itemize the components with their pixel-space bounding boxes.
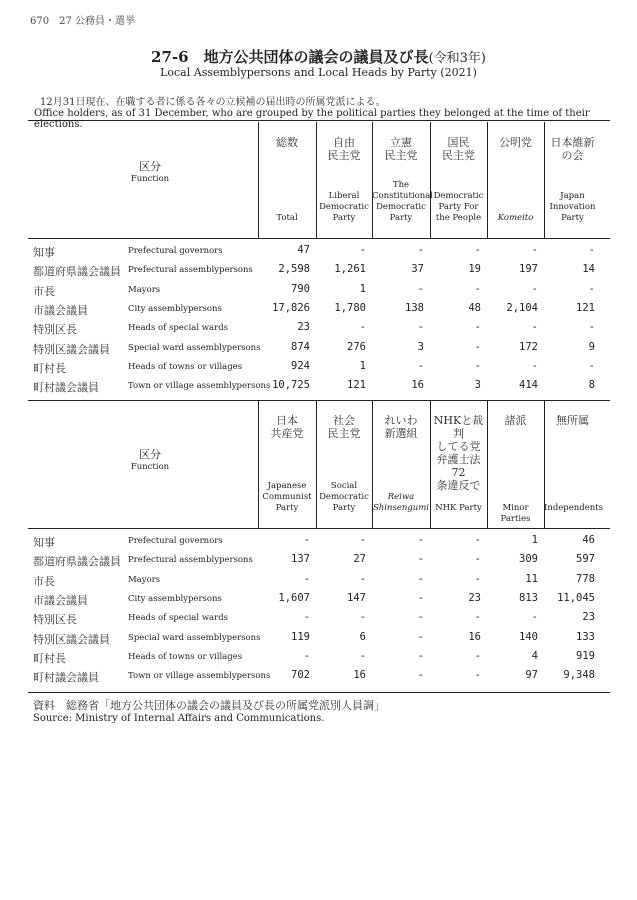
column-header-en: Reiwa Shinsengumi: [372, 492, 430, 513]
table-row: [0, 609, 637, 628]
column-header-jp: れいわ 新選組: [384, 414, 418, 440]
row-label-jp: 特別区長: [33, 323, 77, 337]
column-header-jp: 日本維新 の会: [550, 136, 595, 162]
column-header-en: Japanese Communist Party: [262, 481, 312, 513]
table-cell: 1: [531, 534, 538, 546]
table-cell: 121: [347, 379, 366, 392]
table-cell: 1: [359, 359, 366, 372]
column-header-function: [70, 446, 230, 472]
function-label-en: Function: [130, 174, 170, 184]
table-cell: -: [359, 321, 366, 334]
table-cell: -: [474, 340, 481, 353]
column-header: [487, 136, 544, 149]
column-header-english: [316, 481, 372, 514]
table-cell: 2,598: [278, 263, 310, 276]
header-bottom-rule: [28, 238, 610, 239]
column-header-jp: 諸派: [504, 414, 527, 427]
table-cell: -: [531, 321, 538, 334]
column-header: [258, 414, 316, 440]
row-label-en: Prefectural assemblypersons: [128, 265, 253, 276]
column-header-english: [372, 492, 430, 514]
column-header-jp: 社会 民主党: [327, 414, 361, 440]
table-cell: 16: [353, 669, 366, 682]
column-header-en: Japan Innovation Party: [549, 191, 596, 223]
table-cell: 4: [531, 649, 538, 662]
table-row: [0, 667, 637, 686]
table-cell: 9: [588, 340, 595, 353]
table-cell: 48: [468, 301, 481, 314]
row-label-en: Prefectural governors: [128, 536, 223, 546]
row-label-en: City assemblypersons: [128, 593, 222, 604]
column-header-jp: 立憲 民主党: [384, 136, 418, 162]
row-label-jp: 知事: [33, 536, 55, 549]
table-cell: -: [303, 649, 310, 662]
table-cell: -: [417, 553, 424, 566]
table-cell: 778: [576, 572, 595, 585]
column-header: [430, 414, 487, 492]
table-cell: -: [588, 282, 595, 295]
table-cell: 276: [347, 340, 366, 353]
column-header-en: Independents: [544, 503, 603, 513]
column-header-english: [487, 503, 544, 525]
table-cell: 813: [519, 591, 538, 604]
page-title-english: Local Assemblypersons and Local Heads by Party (2021): [160, 66, 477, 79]
table-cell: 919: [576, 649, 595, 662]
column-header: [544, 414, 601, 427]
column-header-jp: 日本 共産党: [270, 414, 304, 440]
row-label-en: City assemblypersons: [128, 303, 222, 314]
row-label-en: Mayors: [128, 574, 161, 585]
table-cell: 414: [519, 379, 538, 392]
table-cell: 702: [291, 669, 310, 682]
column-header-jp: 公明党: [499, 136, 532, 149]
table-cell: 597: [576, 553, 595, 566]
table-cell: 8: [588, 379, 595, 392]
table-row: [0, 319, 637, 338]
row-label-en: Special ward assemblypersons: [128, 632, 261, 643]
table-cell: -: [417, 572, 424, 585]
column-header: [487, 414, 544, 427]
table-cell: 16: [468, 630, 481, 643]
column-header-jp: 無所属: [556, 414, 589, 427]
table-cell: -: [474, 553, 481, 566]
table-cell: -: [531, 611, 538, 624]
table-cell: 37: [411, 263, 424, 276]
row-label-jp: 市長: [33, 574, 55, 588]
note-english: Office holders, as of 31 December, who are grouped by the political parties they belonged at the time of their elections.: [34, 108, 590, 130]
function-label-jp: 区分: [139, 160, 161, 173]
table-cell: 874: [291, 340, 310, 353]
column-header-en: Komeito: [497, 213, 534, 223]
column-header: [372, 414, 430, 440]
column-header: [544, 136, 601, 162]
column-header: [372, 136, 430, 162]
column-header-en: Total: [276, 213, 298, 223]
table-cell: -: [303, 611, 310, 624]
column-header-english: [430, 191, 487, 224]
table-cell: 924: [291, 359, 310, 372]
table-cell: 1,261: [334, 263, 366, 276]
column-header: [316, 414, 372, 440]
table-cell: 11: [525, 572, 538, 585]
page-header: 670 27 公務員・選挙: [30, 16, 135, 27]
table-cell: -: [303, 572, 310, 585]
column-header-english: [430, 503, 487, 514]
table-row: [0, 261, 637, 280]
table-cell: -: [531, 282, 538, 295]
table-cell: -: [417, 244, 424, 256]
function-label-en: Function: [130, 462, 170, 472]
table-row: [0, 551, 637, 570]
row-label-en: Prefectural assemblypersons: [128, 555, 253, 566]
table-cell: 27: [353, 553, 366, 566]
table-cell: 2,104: [506, 301, 538, 314]
function-label-jp: 区分: [139, 448, 161, 461]
table-cell: -: [474, 359, 481, 372]
column-header-en: The Constitutional Democratic Party: [372, 180, 433, 223]
source-japanese: 資料 総務省「地方公共団体の議会の議員及び長の所属党派別人員調」: [33, 699, 385, 712]
table-cell: 1: [359, 282, 366, 295]
table-cell: -: [417, 630, 424, 643]
row-label-jp: 市長: [33, 284, 55, 298]
row-label-jp: 町村長: [33, 651, 66, 665]
table-cell: 97: [525, 669, 538, 682]
note-japanese: 12月31日現在、在職する者に係る各々の立候補の届出時の所属党派による。: [40, 97, 386, 108]
table-cell: 11,045: [557, 591, 595, 604]
column-header-en: Liberal Democratic Party: [319, 191, 369, 223]
table-cell: -: [588, 321, 595, 334]
table-row: [0, 339, 637, 358]
table-cell: -: [417, 669, 424, 682]
table-bottom-rule: [28, 692, 610, 693]
table-cell: -: [417, 534, 424, 546]
table-cell: -: [474, 669, 481, 682]
table-top-rule: [28, 120, 610, 121]
table-row: [0, 629, 637, 648]
table-cell: -: [474, 321, 481, 334]
page-title: [0, 46, 637, 67]
table-cell: 23: [582, 611, 595, 624]
table-cell: -: [417, 282, 424, 295]
source-english: Source: Ministry of Internal Affairs and Communications.: [33, 713, 325, 724]
row-label-jp: 市議会議員: [33, 303, 88, 317]
table-cell: 23: [297, 321, 310, 334]
table-cell: -: [417, 591, 424, 604]
table-cell: -: [474, 572, 481, 585]
table-cell: -: [359, 649, 366, 662]
row-label-en: Special ward assemblypersons: [128, 342, 261, 353]
row-label-en: Heads of towns or villages: [128, 651, 243, 662]
table-cell: 19: [468, 263, 481, 276]
table-cell: -: [474, 611, 481, 624]
row-label-jp: 特別区議会議員: [33, 632, 110, 646]
row-label-en: Heads of special wards: [128, 323, 228, 334]
table-cell: -: [588, 244, 595, 256]
table-cell: -: [474, 649, 481, 662]
table-cell: -: [531, 359, 538, 372]
table-cell: 121: [576, 301, 595, 314]
table-row: [0, 358, 637, 377]
header-bottom-rule: [28, 528, 610, 529]
table-cell: -: [474, 282, 481, 295]
row-label-en: Town or village assemblypersons: [128, 381, 271, 392]
table-cell: -: [588, 359, 595, 372]
column-header-jp: NHKと裁判 してる党 弁護士法72 条違反で: [433, 414, 484, 492]
table-cell: 137: [291, 553, 310, 566]
table-cell: -: [531, 244, 538, 256]
column-header: [258, 136, 316, 149]
title-year: (令和3年): [428, 51, 486, 66]
title-main: 27-6 地方公共団体の議会の議員及び長: [151, 48, 429, 66]
table-cell: 138: [405, 301, 424, 314]
table-cell: 140: [519, 630, 538, 643]
table-cell: 133: [576, 630, 595, 643]
row-label-en: Prefectural governors: [128, 246, 223, 256]
table-cell: 309: [519, 553, 538, 566]
table-row: [0, 281, 637, 300]
table-cell: 119: [291, 630, 310, 643]
row-label-jp: 町村議会議員: [33, 381, 99, 395]
table-cell: -: [359, 572, 366, 585]
table-cell: -: [417, 359, 424, 372]
row-label-jp: 特別区長: [33, 613, 77, 627]
table-cell: 197: [519, 263, 538, 276]
column-header: [430, 136, 487, 162]
column-header-function: [70, 158, 230, 184]
column-header-jp: 自由 民主党: [327, 136, 361, 162]
table-cell: -: [474, 244, 481, 256]
table-cell: 9,348: [563, 669, 595, 682]
column-header-jp: 総数: [276, 136, 298, 149]
column-header-en: NHK Party: [435, 503, 482, 513]
row-label-jp: 町村長: [33, 361, 66, 375]
table-cell: 47: [297, 244, 310, 256]
table-cell: -: [417, 649, 424, 662]
row-label-en: Town or village assemblypersons: [128, 671, 271, 682]
table-row: [0, 590, 637, 609]
table-row: [0, 377, 637, 396]
row-label-jp: 町村議会議員: [33, 671, 99, 685]
table-row: [0, 300, 637, 319]
row-label-jp: 都道府県議会議員: [33, 265, 121, 279]
column-header-en: Democratic Party For the People: [433, 191, 484, 223]
row-label-en: Mayors: [128, 284, 161, 295]
row-label-jp: 都道府県議会議員: [33, 555, 121, 569]
column-header-english: [544, 503, 601, 514]
table-cell: 3: [474, 379, 481, 392]
table-cell: -: [303, 534, 310, 546]
column-header-english: [258, 213, 316, 224]
table-cell: -: [417, 611, 424, 624]
table-row: [0, 532, 637, 551]
row-label-en: Heads of towns or villages: [128, 361, 243, 372]
row-label-jp: 知事: [33, 246, 55, 259]
table-cell: 23: [468, 591, 481, 604]
column-header-en: Minor Parties: [500, 503, 531, 524]
table-cell: 147: [347, 591, 366, 604]
column-header-english: [316, 191, 372, 224]
column-header-en: Social Democratic Party: [319, 481, 369, 513]
table-cell: 46: [582, 534, 595, 546]
table-cell: -: [359, 244, 366, 256]
table-row: [0, 242, 637, 261]
table-cell: 6: [359, 630, 366, 643]
table-cell: 3: [417, 340, 424, 353]
column-header-english: [487, 213, 544, 224]
table-row: [0, 648, 637, 667]
table-cell: -: [359, 611, 366, 624]
table-cell: -: [359, 534, 366, 546]
table-cell: 14: [582, 263, 595, 276]
table-cell: 790: [291, 282, 310, 295]
table-cell: 10,725: [272, 379, 310, 392]
row-label-jp: 市議会議員: [33, 593, 88, 607]
table-cell: 1,780: [334, 301, 366, 314]
row-label-en: Heads of special wards: [128, 613, 228, 624]
table-cell: 172: [519, 340, 538, 353]
row-label-jp: 特別区議会議員: [33, 342, 110, 356]
table-cell: 1,607: [278, 591, 310, 604]
table-cell: -: [474, 534, 481, 546]
column-header-english: [372, 180, 433, 224]
table-cell: 16: [411, 379, 424, 392]
table-middle-rule: [28, 400, 610, 401]
column-header-english: [258, 481, 316, 514]
column-header-jp: 国民 民主党: [442, 136, 475, 162]
column-header-english: [544, 191, 601, 224]
table-cell: -: [417, 321, 424, 334]
column-header: [316, 136, 372, 162]
table-row: [0, 571, 637, 590]
table-cell: 17,826: [272, 301, 310, 314]
